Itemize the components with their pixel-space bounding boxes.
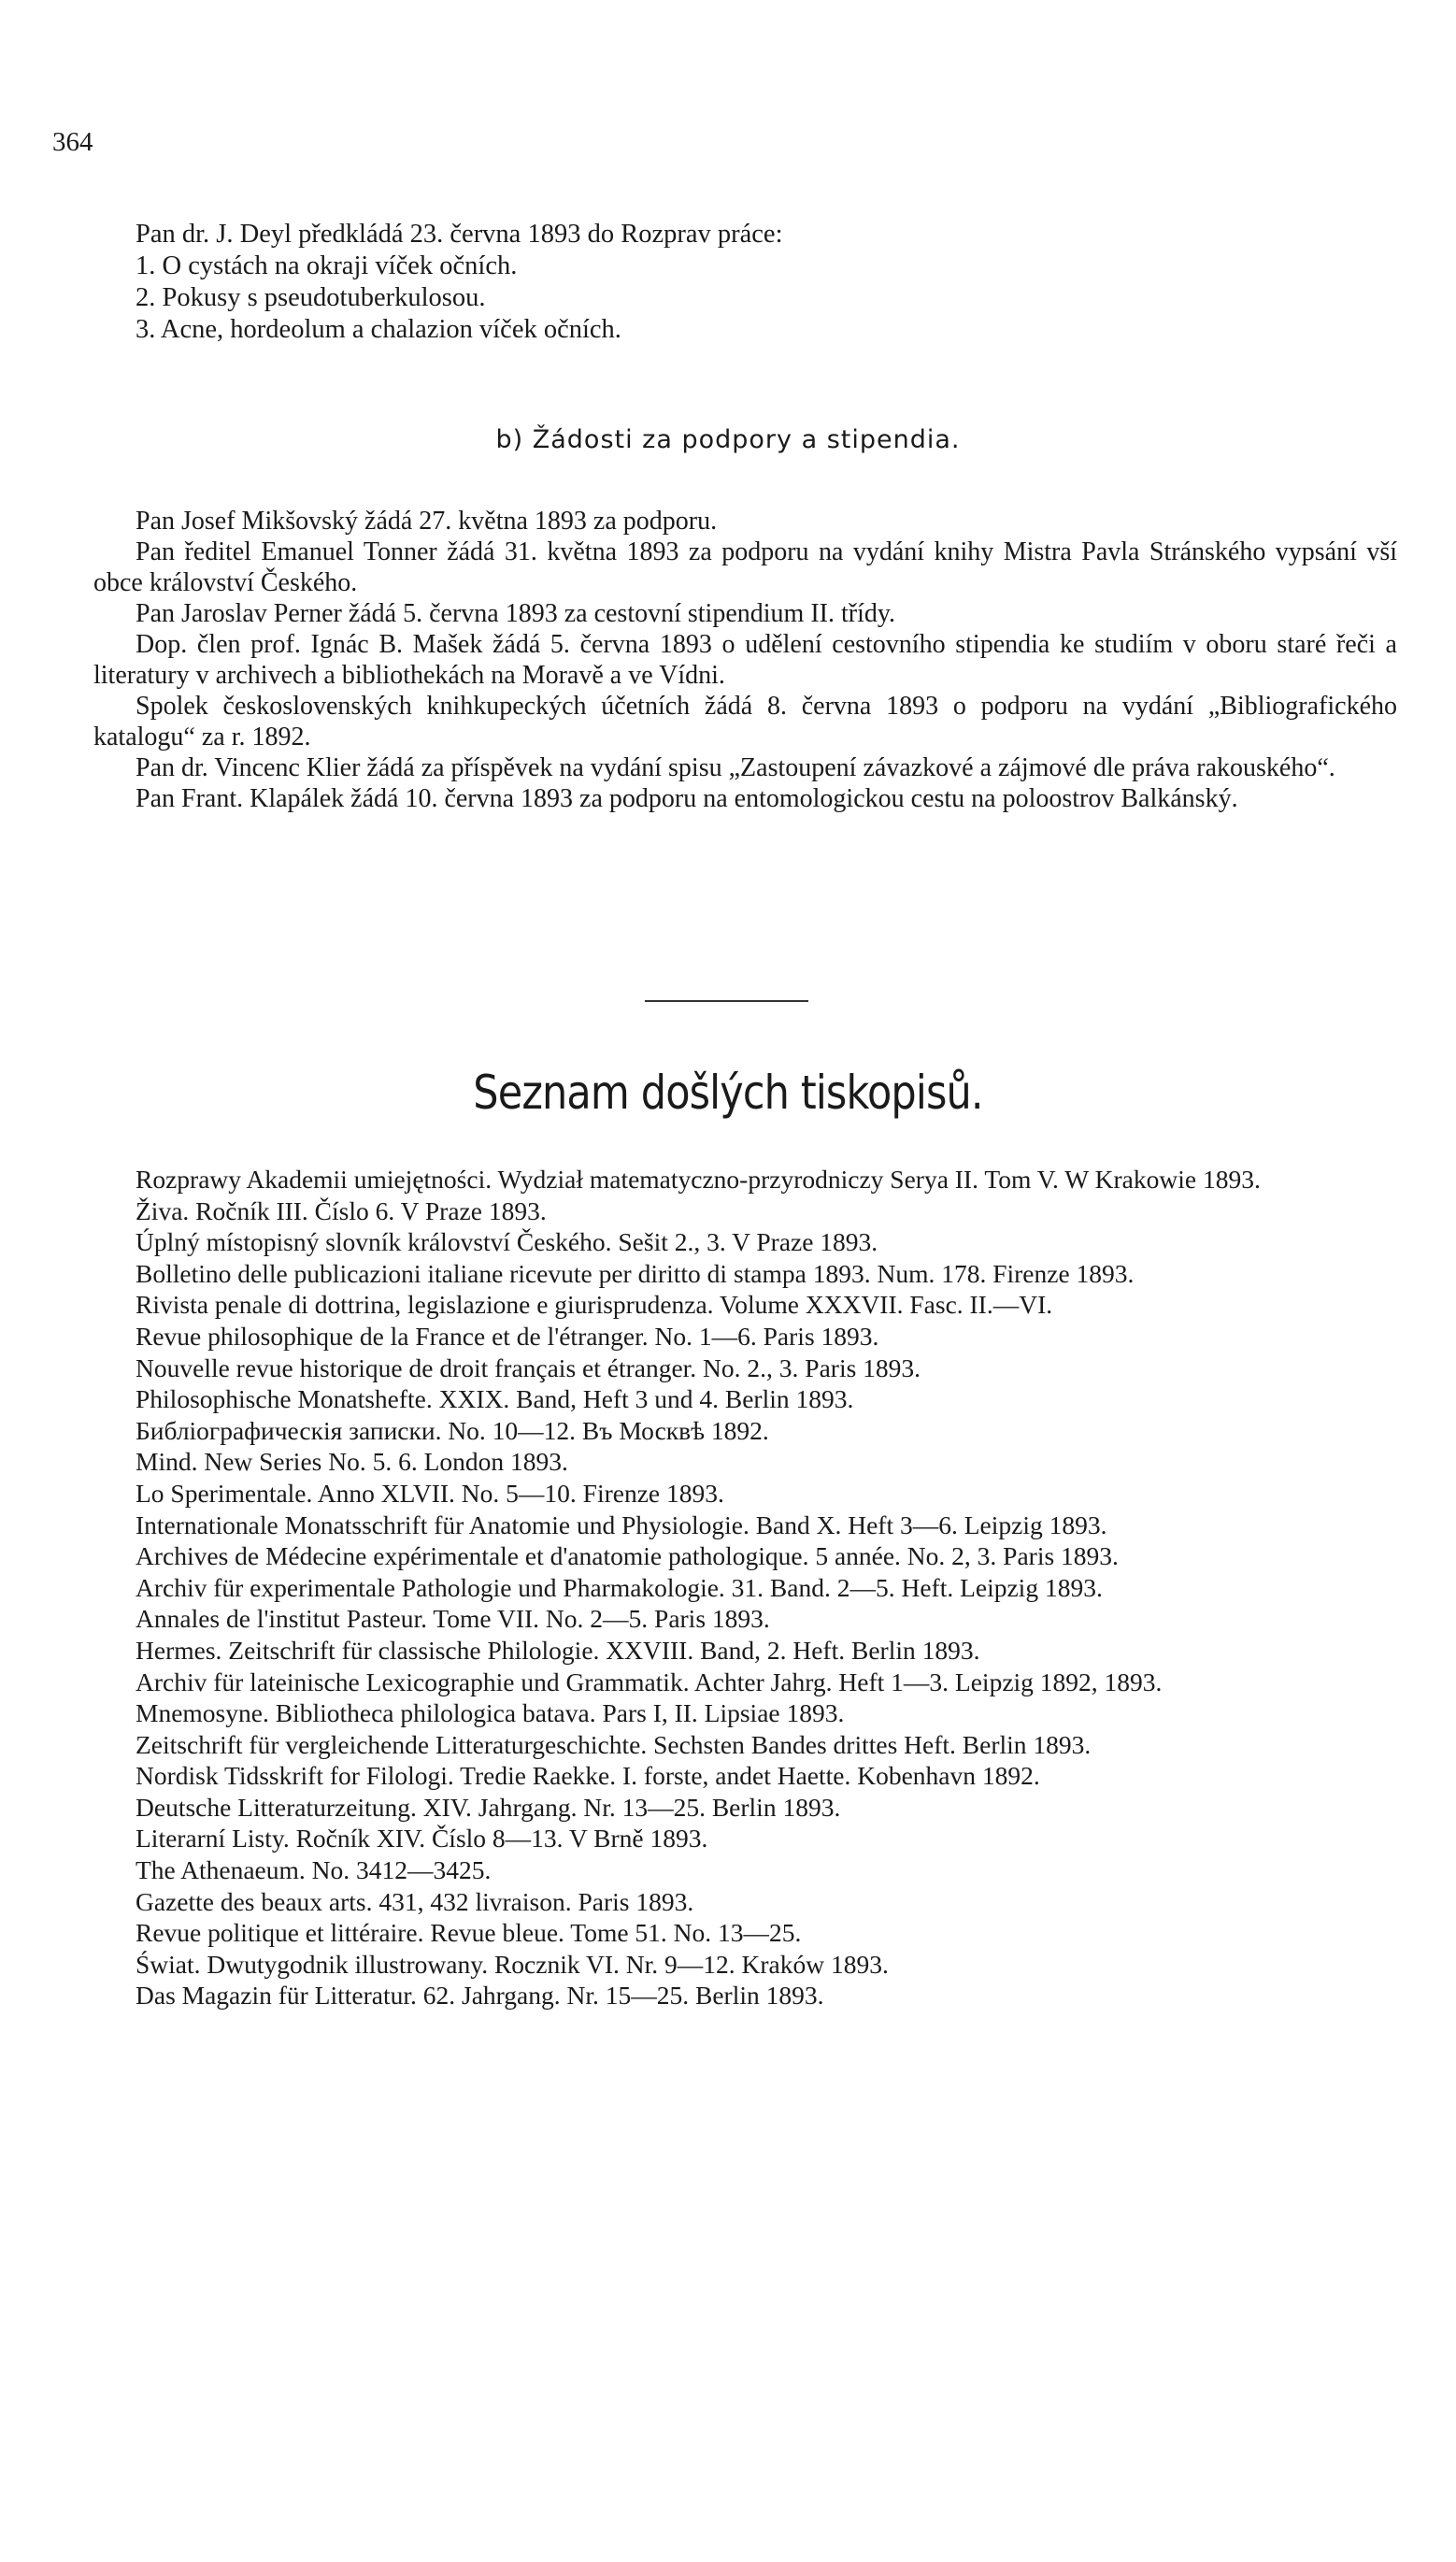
publication-entry: Świat. Dwutygodnik illustrowany. Rocznik VI. Nr. 9—12. Kraków 1893. (136, 1949, 889, 1979)
publication-entry: Rivista penale di dottrina, legislazione e giurisprudenza. Volume XXXVII. Fasc. II.—VI. (136, 1290, 1053, 1320)
request-entry: Pan ředitel Emanuel Tonner žádá 31. května 1893 za podporu na vydání knihy Mistra Pavla Stránského vypsání vší obce království Českého. (93, 537, 1397, 597)
request-entry: Dop. člen prof. Ignác B. Mašek žádá 5. června 1893 o udělení cestovního stipendia ke studiím v oboru staré řeči a literatury v archivech a bibliothekách na Moravě a ve Vídni. (93, 630, 1397, 690)
publication-entry: Archives de Médecine expérimentale et d'anatomie pathologique. 5 année. No. 2, 3. Paris 1893. (136, 1541, 1119, 1571)
publication-entry: Rozprawy Akademii umiejętności. Wydział matematyczno-przyrodniczy Serya II. Tom V. W Krakowie 1893. (136, 1165, 1261, 1194)
requests-block (93, 506, 1397, 814)
publication-entry: Bolletino delle publicazioni italiane ricevute per diritto di stampa 1893. Num. 178. Firenze 1893. (136, 1258, 1135, 1288)
publication-entry: Revue politique et littéraire. Revue bleue. Tome 51. No. 13—25. (136, 1918, 802, 1948)
publication-entry: Literarní Listy. Ročník XIV. Číslo 8—13. V Brně 1893. (136, 1824, 708, 1854)
intro-line: 3. Acne, hordeolum a chalazion víček očních. (136, 315, 621, 344)
section-b-title: b) Žádosti za podpory a stipendia. (495, 425, 961, 454)
intro-block (136, 219, 1393, 346)
page-number: 364 (52, 127, 93, 157)
publication-entry: Mnemosyne. Bibliotheca philologica batava. Pars I, II. Lipsiae 1893. (136, 1698, 845, 1728)
publication-entry: Mind. New Series No. 5. 6. London 1893. (136, 1447, 568, 1477)
publication-entry: Das Magazin für Litteratur. 62. Jahrgang. Nr. 15—25. Berlin 1893. (136, 1981, 824, 2011)
publications-list (54, 1164, 1397, 2011)
publication-entry: Archiv für experimentale Pathologie und Pharmakologie. 31. Band. 2—5. Heft. Leipzig 1893. (136, 1572, 1103, 1602)
publication-entry: Živa. Ročník III. Číslo 6. V Praze 1893. (136, 1195, 547, 1225)
publication-entry: Nordisk Tidsskrift for Filologi. Tredie Raekke. I. forste, andet Haette. Kobenhavn 1892. (136, 1761, 1040, 1791)
request-entry: Spolek československých knihkupeckých účetních žádá 8. června 1893 o podporu na vydání „Bibliografického katalogu“ za r. 1892. (93, 692, 1397, 751)
publication-entry: Revue philosophique de la France et de l'étranger. No. 1—6. Paris 1893. (136, 1321, 879, 1351)
publication-entry: Úplný místopisný slovník království Českého. Sešit 2., 3. V Praze 1893. (136, 1227, 878, 1257)
request-entry: Pan Josef Mikšovský žádá 27. května 1893 za podporu. (136, 507, 718, 536)
publication-entry: Lo Sperimentale. Anno XLVII. No. 5—10. Firenze 1893. (136, 1478, 724, 1508)
publication-entry: Internationale Monatsschrift für Anatomie und Physiologie. Band X. Heft 3—6. Leipzig 1893. (136, 1510, 1107, 1539)
publication-entry: Annales de l'institut Pasteur. Tome VII. No. 2—5. Paris 1893. (136, 1604, 770, 1634)
request-entry: Pan dr. Vincenc Klier žádá za příspěvek na vydání spisu „Zastoupení závazkové a zájmové dle práva rakouského“. (136, 753, 1335, 782)
publication-entry: Philosophische Monatshefte. XXIX. Band, Heft 3 und 4. Berlin 1893. (136, 1384, 854, 1414)
publication-entry: Hermes. Zeitschrift für classische Philologie. XXVIII. Band, 2. Heft. Berlin 1893. (136, 1635, 980, 1665)
intro-line: 1. O cystách na okraji víček očních. (136, 251, 518, 280)
publication-entry: Nouvelle revue historique de droit français et étranger. No. 2., 3. Paris 1893. (136, 1353, 921, 1382)
request-entry: Pan Frant. Klapálek žádá 10. června 1893 za podporu na entomologickou cestu na poloostrov Balkánský. (136, 784, 1238, 813)
publication-entry: The Athenaeum. No. 3412—3425. (136, 1855, 492, 1885)
list-heading: Seznam došlých tiskopisů. (473, 1066, 983, 1120)
publication-entry: Gazette des beaux arts. 431, 432 livraison. Paris 1893. (136, 1886, 694, 1916)
publication-entry: Archiv für lateinische Lexicographie und Grammatik. Achter Jahrg. Heft 1—3. Leipzig 1892, 1893. (136, 1667, 1163, 1696)
request-entry: Pan Jaroslav Perner žádá 5. června 1893 za cestovní stipendium II. třídy. (136, 599, 896, 628)
intro-line: 2. Pokusy s pseudotuberkulosou. (136, 283, 486, 312)
publication-entry: Библіографическія записки. No. 10—12. Въ Москвѣ 1892. (136, 1415, 769, 1445)
publication-entry: Zeitschrift für vergleichende Litteraturgeschichte. Sechsten Bandes drittes Heft. Berlin 1893. (136, 1729, 1092, 1759)
intro-line: Pan dr. J. Deyl předkládá 23. června 1893 do Rozprav práce: (136, 220, 783, 249)
publication-entry: Deutsche Litteraturzeitung. XIV. Jahrgang. Nr. 13—25. Berlin 1893. (136, 1792, 841, 1822)
section-divider (645, 1000, 808, 1002)
